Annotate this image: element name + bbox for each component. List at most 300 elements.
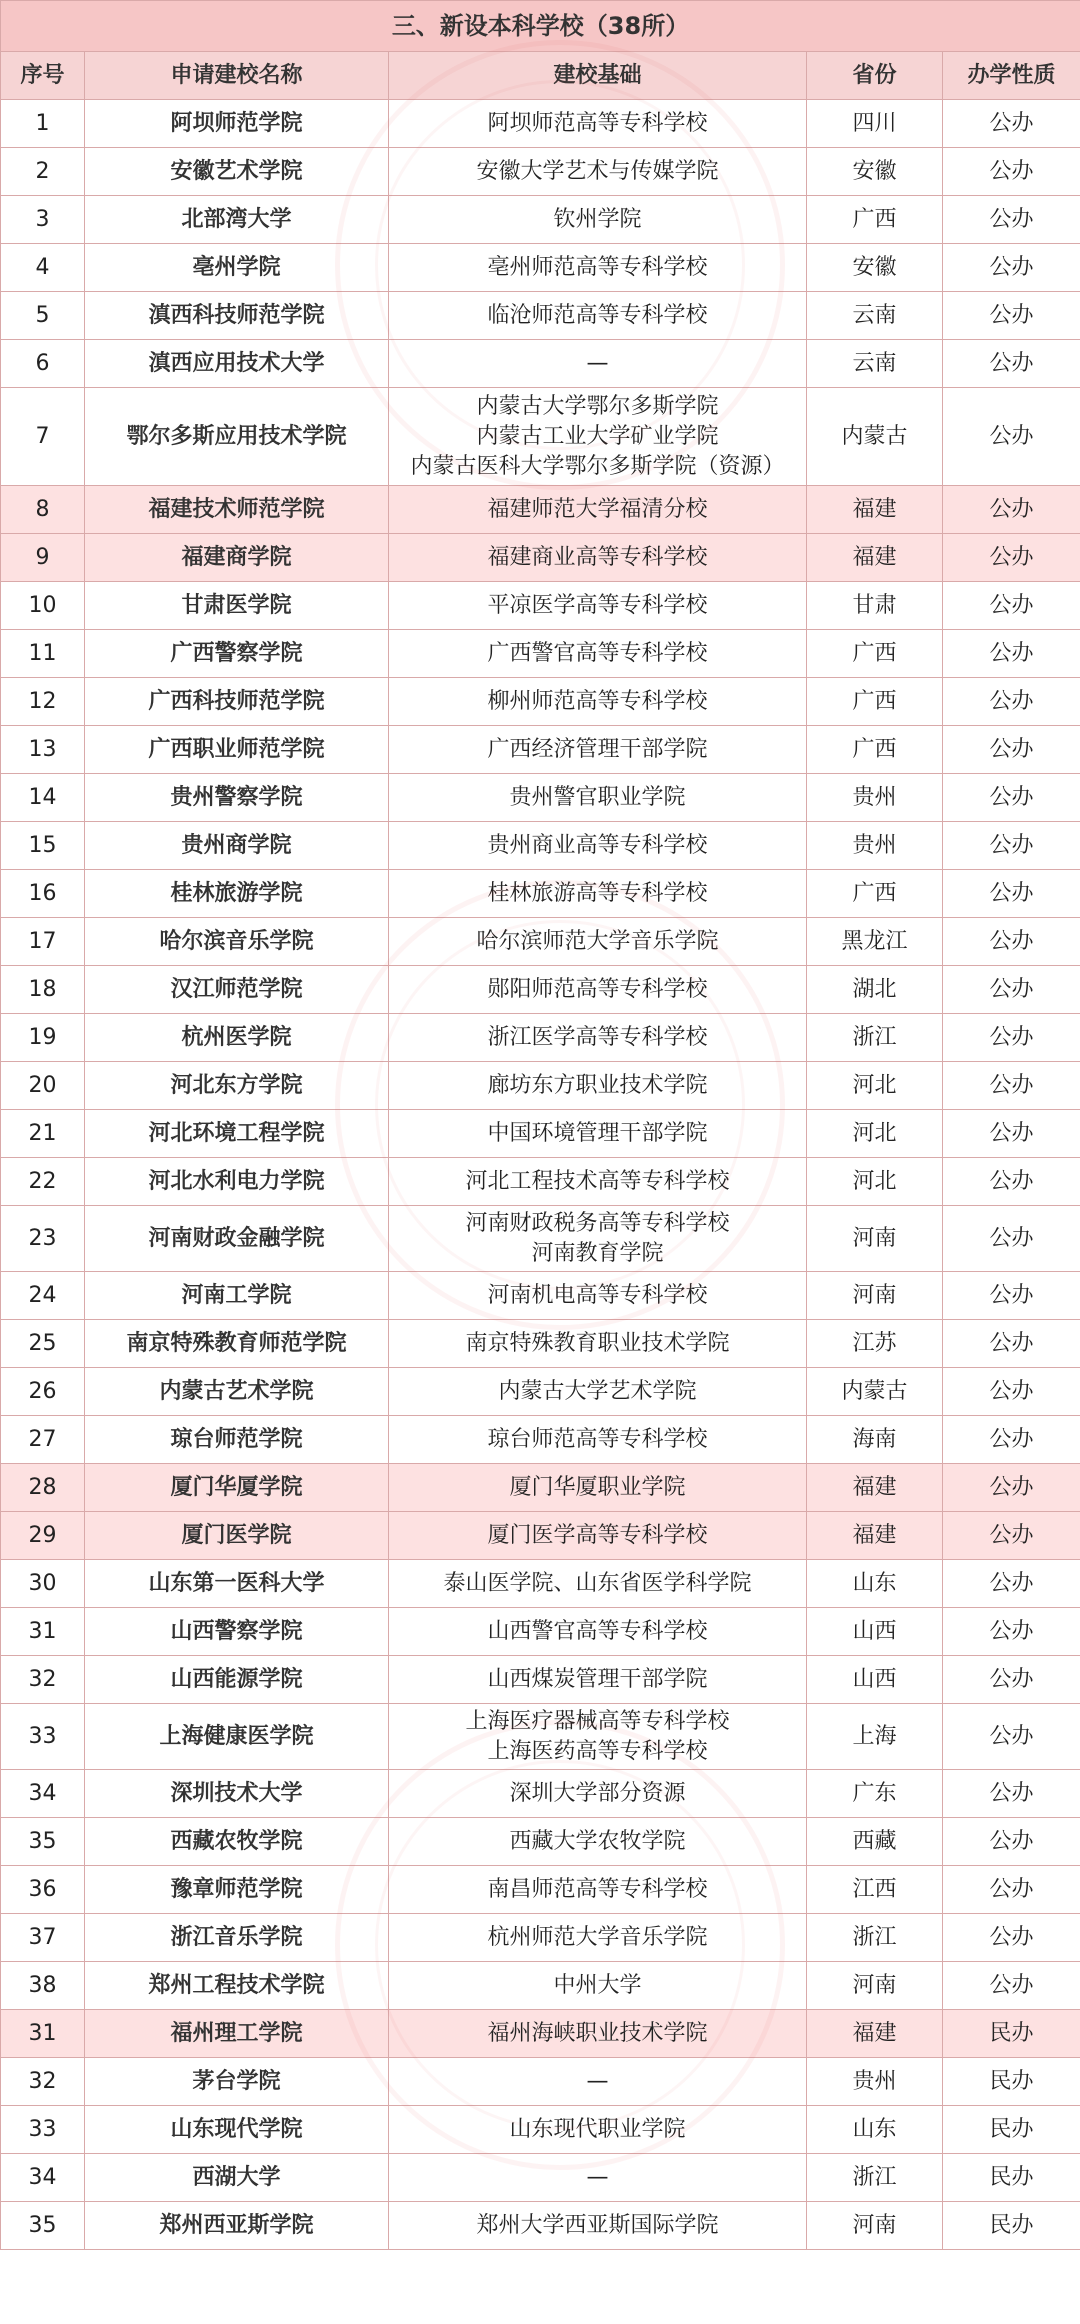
- basis-line: 郧阳师范高等专科学校: [487, 976, 708, 1002]
- cell-school-name: 广西职业师范学院: [85, 726, 389, 774]
- cell-serial: 27: [1, 1416, 85, 1464]
- cell-province: 广西: [807, 196, 943, 244]
- cell-serial: 3: [1, 196, 85, 244]
- cell-nature: 公办: [943, 1818, 1080, 1866]
- table-row: [1, 1656, 1080, 1704]
- cell-basis: [389, 1866, 807, 1914]
- cell-nature: 公办: [943, 1866, 1080, 1914]
- cell-basis: [389, 1512, 807, 1560]
- cell-serial: 9: [1, 534, 85, 582]
- basis-line: 山西煤炭管理干部学院: [487, 1666, 708, 1692]
- cell-basis: [389, 1416, 807, 1464]
- cell-province: 内蒙古: [807, 1368, 943, 1416]
- cell-basis: [389, 582, 807, 630]
- cell-serial: 32: [1, 2058, 85, 2106]
- basis-line: 杭州师范大学音乐学院: [487, 1924, 708, 1950]
- cell-serial: 28: [1, 1464, 85, 1512]
- cell-nature: 公办: [943, 726, 1080, 774]
- table-row: [1, 870, 1080, 918]
- cell-province: 贵州: [807, 774, 943, 822]
- cell-school-name: 汉江师范学院: [85, 966, 389, 1014]
- cell-basis: [389, 822, 807, 870]
- cell-province: 贵州: [807, 822, 943, 870]
- basis-line: 桂林旅游高等专科学校: [487, 880, 708, 906]
- table-row: [1, 1110, 1080, 1158]
- cell-serial: 11: [1, 630, 85, 678]
- cell-basis: [389, 870, 807, 918]
- table-row: [1, 1158, 1080, 1206]
- basis-line: 临沧师范高等专科学校: [487, 302, 708, 328]
- cell-school-name: 哈尔滨音乐学院: [85, 918, 389, 966]
- basis-line: 福建商业高等专科学校: [487, 544, 708, 570]
- cell-basis: [389, 244, 807, 292]
- table-row: [1, 1608, 1080, 1656]
- cell-serial: 7: [1, 388, 85, 486]
- table-row: [1, 1770, 1080, 1818]
- cell-nature: 公办: [943, 1962, 1080, 2010]
- cell-serial: 33: [1, 2106, 85, 2154]
- cell-school-name: 南京特殊教育师范学院: [85, 1320, 389, 1368]
- cell-basis: [389, 1914, 807, 1962]
- cell-serial: 37: [1, 1914, 85, 1962]
- cell-province: 贵州: [807, 2058, 943, 2106]
- cell-school-name: 厦门医学院: [85, 1512, 389, 1560]
- cell-province: 安徽: [807, 148, 943, 196]
- basis-line: 钦州学院: [553, 206, 642, 232]
- table-row: [1, 1368, 1080, 1416]
- cell-school-name: 福建商学院: [85, 534, 389, 582]
- basis-line: 中国环境管理干部学院: [487, 1120, 708, 1146]
- basis-line: 贵州商业高等专科学校: [487, 832, 708, 858]
- table-row: [1, 1560, 1080, 1608]
- basis-line: 柳州师范高等专科学校: [487, 688, 708, 714]
- cell-serial: 4: [1, 244, 85, 292]
- cell-province: 浙江: [807, 1014, 943, 1062]
- cell-nature: 民办: [943, 2106, 1080, 2154]
- table-row: [1, 534, 1080, 582]
- cell-school-name: 郑州工程技术学院: [85, 1962, 389, 2010]
- cell-serial: 14: [1, 774, 85, 822]
- cell-serial: 6: [1, 340, 85, 388]
- cell-nature: 公办: [943, 1206, 1080, 1272]
- cell-nature: 公办: [943, 1770, 1080, 1818]
- basis-line: 南京特殊教育职业技术学院: [465, 1330, 730, 1356]
- cell-province: 河南: [807, 2202, 943, 2250]
- cell-nature: 公办: [943, 340, 1080, 388]
- basis-line: 琼台师范高等专科学校: [487, 1426, 708, 1452]
- cell-basis: [389, 1704, 807, 1770]
- cell-nature: 公办: [943, 1704, 1080, 1770]
- table-body: [1, 100, 1080, 2250]
- table-row: [1, 2154, 1080, 2202]
- basis-line: 安徽大学艺术与传媒学院: [476, 158, 719, 184]
- cell-basis: [389, 1770, 807, 1818]
- cell-basis: [389, 148, 807, 196]
- table-row: [1, 486, 1080, 534]
- cell-province: 广西: [807, 870, 943, 918]
- cell-serial: 16: [1, 870, 85, 918]
- cell-basis: [389, 1560, 807, 1608]
- basis-line: 浙江医学高等专科学校: [487, 1024, 708, 1050]
- cell-serial: 35: [1, 2202, 85, 2250]
- cell-province: 安徽: [807, 244, 943, 292]
- cell-school-name: 琼台师范学院: [85, 1416, 389, 1464]
- basis-line: 内蒙古工业大学矿业学院: [476, 423, 719, 449]
- table-row: [1, 292, 1080, 340]
- basis-line: 平凉医学高等专科学校: [487, 592, 708, 618]
- basis-line: 廊坊东方职业技术学院: [487, 1072, 708, 1098]
- cell-basis: [389, 1110, 807, 1158]
- table-header-row: [1, 52, 1080, 100]
- cell-province: 广西: [807, 678, 943, 726]
- cell-province: 山东: [807, 2106, 943, 2154]
- table-row: [1, 726, 1080, 774]
- cell-school-name: 广西警察学院: [85, 630, 389, 678]
- cell-basis: [389, 2010, 807, 2058]
- basis-line: —: [586, 350, 609, 376]
- cell-nature: 公办: [943, 1560, 1080, 1608]
- cell-nature: 民办: [943, 2010, 1080, 2058]
- basis-line: 上海医疗器械高等专科学校: [465, 1708, 730, 1734]
- table-row: [1, 2106, 1080, 2154]
- table-row: [1, 2058, 1080, 2106]
- basis-line: 南昌师范高等专科学校: [487, 1876, 708, 1902]
- cell-school-name: 河南财政金融学院: [85, 1206, 389, 1272]
- table-row: [1, 340, 1080, 388]
- cell-serial: 34: [1, 1770, 85, 1818]
- cell-nature: 公办: [943, 1110, 1080, 1158]
- basis-line: 亳州师范高等专科学校: [487, 254, 708, 280]
- cell-school-name: 阿坝师范学院: [85, 100, 389, 148]
- cell-nature: 公办: [943, 582, 1080, 630]
- header-province: 省份: [807, 52, 943, 100]
- cell-nature: 公办: [943, 100, 1080, 148]
- cell-nature: 公办: [943, 1158, 1080, 1206]
- cell-province: 山东: [807, 1560, 943, 1608]
- cell-basis: [389, 1656, 807, 1704]
- cell-basis: [389, 1608, 807, 1656]
- table-row: [1, 774, 1080, 822]
- cell-basis: [389, 2106, 807, 2154]
- cell-school-name: 福州理工学院: [85, 2010, 389, 2058]
- cell-nature: 公办: [943, 486, 1080, 534]
- cell-province: 江西: [807, 1866, 943, 1914]
- cell-basis: [389, 340, 807, 388]
- cell-province: 四川: [807, 100, 943, 148]
- basis-line: 福州海峡职业技术学院: [487, 2020, 708, 2046]
- cell-nature: 公办: [943, 1320, 1080, 1368]
- table-row: [1, 196, 1080, 244]
- basis-line: 内蒙古大学艺术学院: [498, 1378, 697, 1404]
- basis-line: 贵州警官职业学院: [509, 784, 686, 810]
- cell-basis: [389, 1272, 807, 1320]
- table-row: [1, 822, 1080, 870]
- cell-province: 广东: [807, 1770, 943, 1818]
- cell-province: 广西: [807, 630, 943, 678]
- cell-serial: 35: [1, 1818, 85, 1866]
- table-row: [1, 918, 1080, 966]
- cell-basis: [389, 774, 807, 822]
- cell-school-name: 郑州西亚斯学院: [85, 2202, 389, 2250]
- cell-nature: 公办: [943, 966, 1080, 1014]
- table-row: [1, 1320, 1080, 1368]
- table-row: [1, 244, 1080, 292]
- cell-nature: 公办: [943, 774, 1080, 822]
- basis-line: —: [586, 2164, 609, 2190]
- cell-nature: 公办: [943, 1464, 1080, 1512]
- cell-school-name: 山西警察学院: [85, 1608, 389, 1656]
- cell-school-name: 河北东方学院: [85, 1062, 389, 1110]
- cell-school-name: 鄂尔多斯应用技术学院: [85, 388, 389, 486]
- cell-school-name: 河北水利电力学院: [85, 1158, 389, 1206]
- cell-nature: 民办: [943, 2154, 1080, 2202]
- cell-serial: 2: [1, 148, 85, 196]
- cell-nature: 公办: [943, 822, 1080, 870]
- basis-line: 广西经济管理干部学院: [487, 736, 708, 762]
- cell-nature: 公办: [943, 918, 1080, 966]
- cell-school-name: 豫章师范学院: [85, 1866, 389, 1914]
- basis-line: 福建师范大学福清分校: [487, 496, 708, 522]
- table-row: [1, 148, 1080, 196]
- cell-province: 河北: [807, 1062, 943, 1110]
- cell-basis: [389, 726, 807, 774]
- cell-serial: 33: [1, 1704, 85, 1770]
- cell-serial: 30: [1, 1560, 85, 1608]
- cell-province: 福建: [807, 1512, 943, 1560]
- table-row: [1, 1272, 1080, 1320]
- cell-nature: 公办: [943, 1062, 1080, 1110]
- cell-province: 福建: [807, 1464, 943, 1512]
- cell-school-name: 西藏农牧学院: [85, 1818, 389, 1866]
- cell-basis: [389, 1368, 807, 1416]
- cell-basis: [389, 1320, 807, 1368]
- cell-province: 河北: [807, 1110, 943, 1158]
- table-row: [1, 100, 1080, 148]
- table-row: [1, 1704, 1080, 1770]
- cell-province: 江苏: [807, 1320, 943, 1368]
- cell-nature: 公办: [943, 148, 1080, 196]
- cell-basis: [389, 2202, 807, 2250]
- cell-school-name: 安徽艺术学院: [85, 148, 389, 196]
- cell-nature: 公办: [943, 1368, 1080, 1416]
- cell-school-name: 山东现代学院: [85, 2106, 389, 2154]
- table-row: [1, 1416, 1080, 1464]
- cell-basis: [389, 2058, 807, 2106]
- cell-school-name: 桂林旅游学院: [85, 870, 389, 918]
- table-row: [1, 1866, 1080, 1914]
- cell-province: 浙江: [807, 2154, 943, 2202]
- cell-province: 浙江: [807, 1914, 943, 1962]
- table-row: [1, 630, 1080, 678]
- cell-nature: 公办: [943, 1914, 1080, 1962]
- header-basis: 建校基础: [389, 52, 807, 100]
- table-row: [1, 1818, 1080, 1866]
- cell-nature: 民办: [943, 2202, 1080, 2250]
- table-row: [1, 2010, 1080, 2058]
- basis-line: 西藏大学农牧学院: [509, 1828, 686, 1854]
- cell-nature: 公办: [943, 244, 1080, 292]
- cell-school-name: 滇西科技师范学院: [85, 292, 389, 340]
- cell-province: 云南: [807, 292, 943, 340]
- header-serial: 序号: [1, 52, 85, 100]
- cell-serial: 17: [1, 918, 85, 966]
- table-row: [1, 1206, 1080, 1272]
- cell-serial: 38: [1, 1962, 85, 2010]
- header-nature: 办学性质: [943, 52, 1080, 100]
- table-row: [1, 582, 1080, 630]
- cell-province: 福建: [807, 486, 943, 534]
- cell-serial: 12: [1, 678, 85, 726]
- cell-school-name: 北部湾大学: [85, 196, 389, 244]
- table-row: [1, 1014, 1080, 1062]
- cell-basis: [389, 1464, 807, 1512]
- cell-province: 山西: [807, 1608, 943, 1656]
- cell-province: 河北: [807, 1158, 943, 1206]
- cell-school-name: 山西能源学院: [85, 1656, 389, 1704]
- cell-school-name: 内蒙古艺术学院: [85, 1368, 389, 1416]
- cell-school-name: 滇西应用技术大学: [85, 340, 389, 388]
- cell-province: 河南: [807, 1272, 943, 1320]
- cell-school-name: 茅台学院: [85, 2058, 389, 2106]
- cell-basis: [389, 292, 807, 340]
- cell-nature: 公办: [943, 630, 1080, 678]
- cell-province: 内蒙古: [807, 388, 943, 486]
- cell-school-name: 亳州学院: [85, 244, 389, 292]
- basis-line: 中州大学: [553, 1972, 642, 1998]
- cell-province: 黑龙江: [807, 918, 943, 966]
- cell-serial: 32: [1, 1656, 85, 1704]
- cell-province: 福建: [807, 534, 943, 582]
- cell-serial: 18: [1, 966, 85, 1014]
- cell-province: 广西: [807, 726, 943, 774]
- basis-line: 哈尔滨师范大学音乐学院: [476, 928, 719, 954]
- basis-line: 泰山医学院、山东省医学科学院: [443, 1570, 752, 1596]
- cell-nature: 公办: [943, 1512, 1080, 1560]
- table-row: [1, 388, 1080, 486]
- cell-nature: 公办: [943, 196, 1080, 244]
- cell-serial: 15: [1, 822, 85, 870]
- cell-school-name: 福建技术师范学院: [85, 486, 389, 534]
- cell-basis: [389, 196, 807, 244]
- cell-province: 湖北: [807, 966, 943, 1014]
- cell-nature: 公办: [943, 1416, 1080, 1464]
- cell-school-name: 河北环境工程学院: [85, 1110, 389, 1158]
- table-row: [1, 678, 1080, 726]
- cell-serial: 36: [1, 1866, 85, 1914]
- cell-basis: [389, 1014, 807, 1062]
- cell-school-name: 广西科技师范学院: [85, 678, 389, 726]
- table-row: [1, 1914, 1080, 1962]
- cell-nature: 公办: [943, 1014, 1080, 1062]
- cell-nature: 公办: [943, 1608, 1080, 1656]
- cell-school-name: 深圳技术大学: [85, 1770, 389, 1818]
- cell-basis: [389, 2154, 807, 2202]
- cell-nature: 公办: [943, 870, 1080, 918]
- table-row: [1, 1464, 1080, 1512]
- table-title: 三、新设本科学校（38所）: [1, 1, 1080, 52]
- cell-nature: 公办: [943, 388, 1080, 486]
- basis-line: 上海医药高等专科学校: [487, 1738, 708, 1764]
- basis-line: —: [586, 2068, 609, 2094]
- cell-basis: [389, 534, 807, 582]
- cell-basis: [389, 1206, 807, 1272]
- cell-serial: 5: [1, 292, 85, 340]
- cell-serial: 31: [1, 2010, 85, 2058]
- cell-serial: 22: [1, 1158, 85, 1206]
- table-row: [1, 1062, 1080, 1110]
- cell-serial: 21: [1, 1110, 85, 1158]
- basis-line: 山西警官高等专科学校: [487, 1618, 708, 1644]
- basis-line: 阿坝师范高等专科学校: [487, 110, 708, 136]
- cell-school-name: 河南工学院: [85, 1272, 389, 1320]
- basis-line: 厦门华厦职业学院: [509, 1474, 686, 1500]
- basis-line: 广西警官高等专科学校: [487, 640, 708, 666]
- cell-serial: 25: [1, 1320, 85, 1368]
- cell-nature: 公办: [943, 1272, 1080, 1320]
- cell-school-name: 浙江音乐学院: [85, 1914, 389, 1962]
- cell-serial: 24: [1, 1272, 85, 1320]
- cell-school-name: 贵州商学院: [85, 822, 389, 870]
- table-row: [1, 1512, 1080, 1560]
- cell-province: 云南: [807, 340, 943, 388]
- cell-school-name: 甘肃医学院: [85, 582, 389, 630]
- cell-province: 上海: [807, 1704, 943, 1770]
- basis-line: 河南教育学院: [531, 1240, 664, 1266]
- cell-school-name: 厦门华厦学院: [85, 1464, 389, 1512]
- cell-nature: 公办: [943, 534, 1080, 582]
- cell-basis: [389, 1818, 807, 1866]
- cell-serial: 23: [1, 1206, 85, 1272]
- basis-line: 山东现代职业学院: [509, 2116, 686, 2142]
- cell-nature: 公办: [943, 678, 1080, 726]
- cell-province: 河南: [807, 1206, 943, 1272]
- cell-school-name: 杭州医学院: [85, 1014, 389, 1062]
- basis-line: 河南财政税务高等专科学校: [465, 1210, 730, 1236]
- basis-line: 河南机电高等专科学校: [487, 1282, 708, 1308]
- cell-basis: [389, 918, 807, 966]
- cell-basis: [389, 630, 807, 678]
- cell-serial: 1: [1, 100, 85, 148]
- cell-basis: [389, 486, 807, 534]
- cell-basis: [389, 100, 807, 148]
- cell-nature: 公办: [943, 1656, 1080, 1704]
- cell-nature: 民办: [943, 2058, 1080, 2106]
- cell-serial: 10: [1, 582, 85, 630]
- cell-serial: 20: [1, 1062, 85, 1110]
- cell-province: 福建: [807, 2010, 943, 2058]
- cell-serial: 29: [1, 1512, 85, 1560]
- cell-province: 海南: [807, 1416, 943, 1464]
- cell-province: 河南: [807, 1962, 943, 2010]
- cell-basis: [389, 1062, 807, 1110]
- cell-school-name: 贵州警察学院: [85, 774, 389, 822]
- basis-line: 内蒙古医科大学鄂尔多斯学院（资源）: [410, 453, 785, 479]
- cell-nature: 公办: [943, 292, 1080, 340]
- cell-basis: [389, 1962, 807, 2010]
- cell-school-name: 西湖大学: [85, 2154, 389, 2202]
- cell-province: 山西: [807, 1656, 943, 1704]
- cell-basis: [389, 1158, 807, 1206]
- basis-line: 郑州大学西亚斯国际学院: [476, 2212, 719, 2238]
- cell-basis: [389, 966, 807, 1014]
- cell-serial: 26: [1, 1368, 85, 1416]
- basis-line: 深圳大学部分资源: [509, 1780, 686, 1806]
- table-row: [1, 1962, 1080, 2010]
- cell-province: 西藏: [807, 1818, 943, 1866]
- basis-line: 厦门医学高等专科学校: [487, 1522, 708, 1548]
- header-school-name: 申请建校名称: [85, 52, 389, 100]
- table-row: [1, 966, 1080, 1014]
